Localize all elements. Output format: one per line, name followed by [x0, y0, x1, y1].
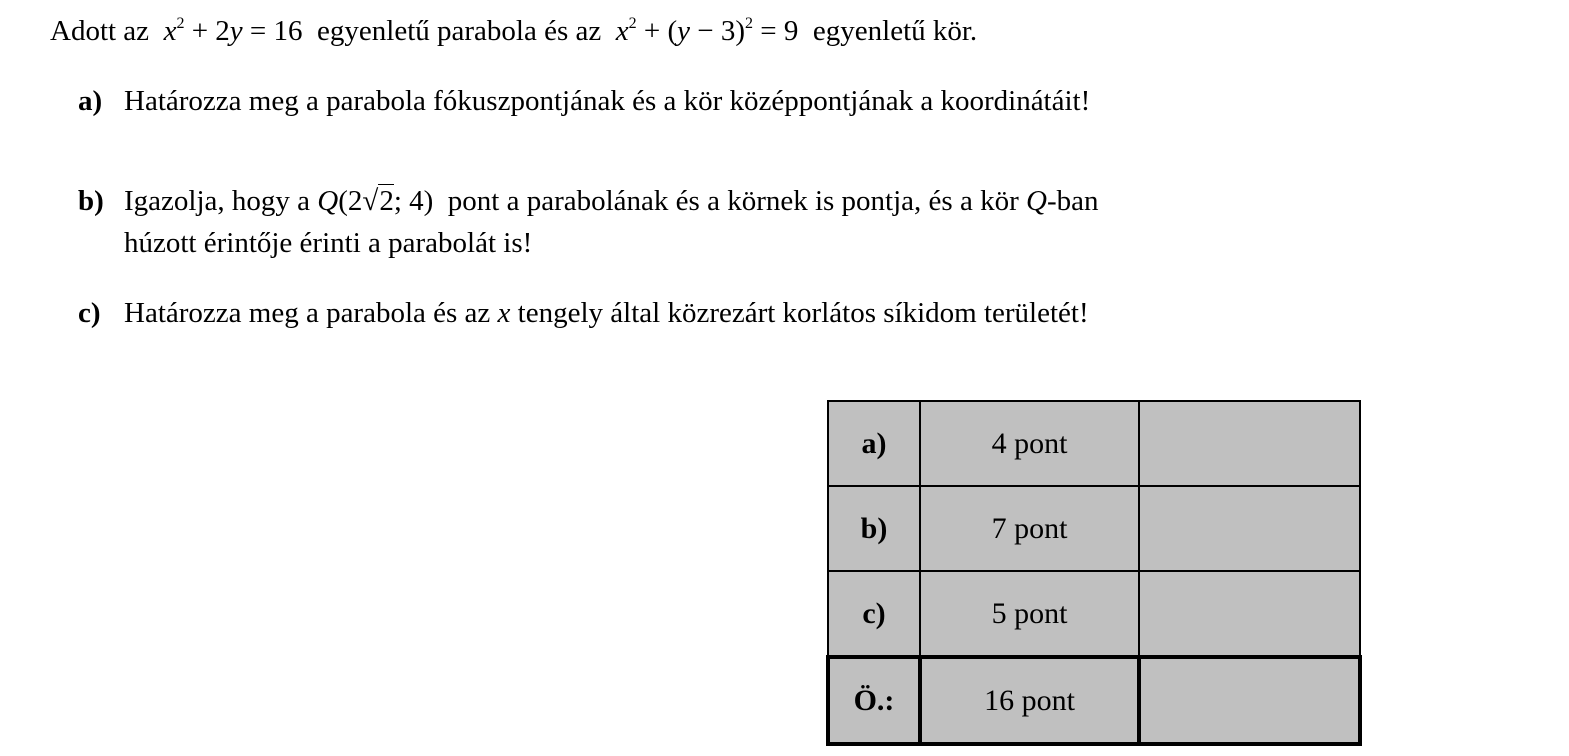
- points-cell: 5 pont: [920, 571, 1139, 657]
- points-cell: 4 pont: [920, 401, 1139, 486]
- intro-prefix: Adott az: [50, 15, 150, 47]
- table-row: [828, 486, 1360, 571]
- task-text: Határozza meg a parabola fókuszpontjának és a kör középpontjának a koordinátáit!: [124, 85, 1091, 117]
- problem-intro: [50, 14, 977, 48]
- task-a: [78, 84, 1090, 118]
- total-score-cell: [1139, 657, 1360, 744]
- total-label-cell: Ö.:: [828, 657, 920, 744]
- task-text-end: -ban: [1046, 185, 1099, 217]
- task-label: c): [78, 297, 101, 329]
- part-cell: b): [828, 486, 920, 571]
- sqrt-arg: 2: [379, 185, 394, 217]
- points-cell: 7 pont: [920, 486, 1139, 571]
- intro-suffix: egyenletű kör.: [812, 15, 978, 47]
- task-label: a): [78, 85, 103, 117]
- task-text-post: tengely által közrezárt korlátos síkidom területét!: [517, 297, 1089, 329]
- task-b-line2: húzott érintője érinti a parabolát is!: [124, 227, 533, 259]
- score-cell: [1139, 401, 1360, 486]
- total-row: [828, 657, 1360, 744]
- circle-equation: $x^2 + (y - 3)^2 = 9$: [615, 15, 799, 47]
- score-table: [826, 400, 1362, 746]
- coords-close: ; 4): [393, 185, 434, 217]
- table-row: [828, 401, 1360, 486]
- score-cell: [1139, 571, 1360, 657]
- part-cell: c): [828, 571, 920, 657]
- task-text: Határozza meg a parabola és az: [124, 297, 491, 329]
- task-text: Igazolja, hogy a: [124, 185, 311, 217]
- part-cell: a): [828, 401, 920, 486]
- variable-x: x: [497, 297, 511, 329]
- score-cell: [1139, 486, 1360, 571]
- task-c: [78, 296, 1089, 330]
- table-row: [828, 571, 1360, 657]
- task-text-mid: pont a parabolának és a körnek is pontja, és a kör: [447, 185, 1019, 217]
- parabola-equation: $x^2 + 2y = 16$: [163, 15, 303, 47]
- point-q: Q: [317, 185, 339, 217]
- task-b: b) Igazolja, hogy a Q(2√2; 4) pont a parabolának és a körnek is pontja, és a kör Q-ban: [78, 185, 1099, 217]
- point-q: Q: [1025, 185, 1047, 217]
- intro-middle: egyenletű parabola és az: [317, 15, 602, 47]
- total-points-cell: 16 pont: [920, 657, 1139, 744]
- coords: (2: [338, 185, 363, 217]
- task-label: b): [78, 185, 104, 217]
